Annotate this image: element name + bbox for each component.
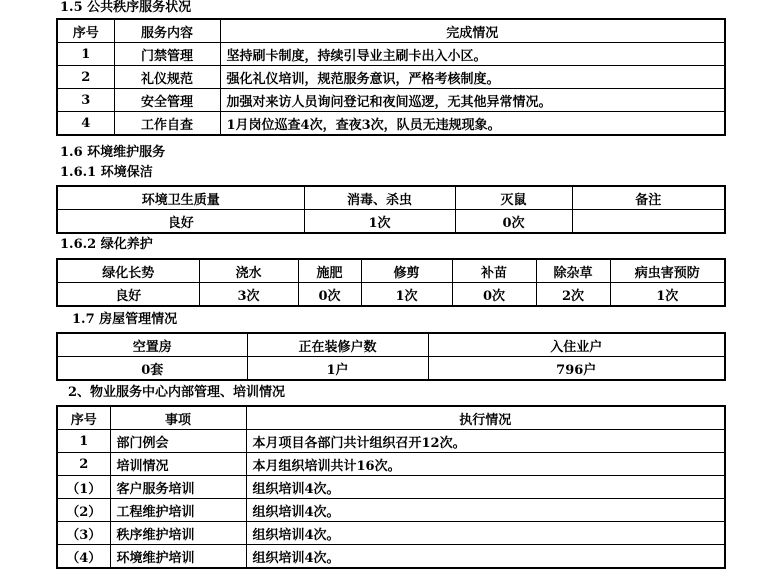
table-row <box>57 66 725 89</box>
header-cell: 执行情况 <box>246 406 725 430</box>
cell: 门禁管理 <box>114 43 220 66</box>
header-cell: 环境卫生质量 <box>57 186 304 210</box>
cell: 本月项目各部门共计组织召开12次。 <box>246 430 725 453</box>
public-order-table <box>56 18 726 136</box>
header-cell: 浇水 <box>199 259 298 283</box>
header-cell: 入住业户 <box>428 333 725 357</box>
cell: 组织培训4次。 <box>246 499 725 522</box>
table-header-row <box>57 259 725 283</box>
header-cell: 服务内容 <box>114 19 220 43</box>
table-row <box>57 43 725 66</box>
cell: 1户 <box>247 357 428 381</box>
header-cell: 序号 <box>57 406 110 430</box>
section-1-6-2-title: 1.6.2 绿化养护 <box>60 237 153 252</box>
header-cell: 完成情况 <box>220 19 725 43</box>
cell: 0次 <box>452 283 536 307</box>
cell: 礼仪规范 <box>114 66 220 89</box>
cell: 坚持刷卡制度，持续引导业主刷卡出入小区。 <box>220 43 725 66</box>
cell: （4） <box>57 545 110 569</box>
housing-table <box>56 332 726 381</box>
table-row <box>57 453 725 476</box>
internal-management-table <box>56 405 726 569</box>
header-cell: 消毒、杀虫 <box>304 186 455 210</box>
header-cell: 病虫害预防 <box>610 259 725 283</box>
cell: 0套 <box>57 357 247 381</box>
cell: （1） <box>57 476 110 499</box>
cleaning-table <box>56 185 726 234</box>
header-cell: 修剪 <box>361 259 452 283</box>
table-row <box>57 430 725 453</box>
table-row <box>57 499 725 522</box>
section-1-5-title: 1.5 公共秩序服务状况 <box>60 0 192 15</box>
cell: 1 <box>57 43 114 66</box>
cell: 0次 <box>455 210 572 234</box>
table-row <box>57 89 725 112</box>
cell: 强化礼仪培训，规范服务意识，严格考核制度。 <box>220 66 725 89</box>
cell: 本月组织培训共计16次。 <box>246 453 725 476</box>
cell: （3） <box>57 522 110 545</box>
cell: 安全管理 <box>114 89 220 112</box>
cell: 2 <box>57 66 114 89</box>
cell: 3次 <box>199 283 298 307</box>
header-cell: 施肥 <box>298 259 361 283</box>
cell: 培训情况 <box>110 453 246 476</box>
cell: 良好 <box>57 210 304 234</box>
table-header-row <box>57 333 725 357</box>
cell: 1次 <box>610 283 725 307</box>
cell: 组织培训4次。 <box>246 476 725 499</box>
cell: 2 <box>57 453 110 476</box>
cell: 3 <box>57 89 114 112</box>
cell: 1 <box>57 430 110 453</box>
table-row <box>57 545 725 569</box>
cell: 1月岗位巡查4次，查夜3次，队员无违规现象。 <box>220 112 725 136</box>
cell: 组织培训4次。 <box>246 545 725 569</box>
table-row <box>57 357 725 381</box>
table-row <box>57 112 725 136</box>
table-row <box>57 476 725 499</box>
header-cell: 空置房 <box>57 333 247 357</box>
cell: 部门例会 <box>110 430 246 453</box>
cell: 工作自查 <box>114 112 220 136</box>
header-cell: 正在装修户数 <box>247 333 428 357</box>
cell: 0次 <box>298 283 361 307</box>
cell: 796户 <box>428 357 725 381</box>
table-header-row <box>57 406 725 430</box>
header-cell: 除杂草 <box>536 259 610 283</box>
cell: 环境维护培训 <box>110 545 246 569</box>
cell: 良好 <box>57 283 199 307</box>
section-1-7-title: 1.7 房屋管理情况 <box>72 312 178 327</box>
cell: 组织培训4次。 <box>246 522 725 545</box>
cell: 工程维护培训 <box>110 499 246 522</box>
section-1-6-title: 1.6 环境维护服务 <box>60 145 166 160</box>
header-cell: 序号 <box>57 19 114 43</box>
cell: 加强对来访人员询问登记和夜间巡逻，无其他异常情况。 <box>220 89 725 112</box>
table-row <box>57 283 725 307</box>
cell: 客户服务培训 <box>110 476 246 499</box>
header-cell: 备注 <box>572 186 725 210</box>
table-header-row <box>57 186 725 210</box>
cell: 1次 <box>361 283 452 307</box>
cell: 4 <box>57 112 114 136</box>
section-2-title: 2、物业服务中心内部管理、培训情况 <box>68 385 286 400</box>
table-header-row <box>57 19 725 43</box>
section-1-6-1-title: 1.6.1 环境保洁 <box>60 165 153 180</box>
cell: 2次 <box>536 283 610 307</box>
header-cell: 事项 <box>110 406 246 430</box>
greening-table <box>56 258 726 307</box>
cell <box>572 210 725 234</box>
header-cell: 绿化长势 <box>57 259 199 283</box>
header-cell: 灭鼠 <box>455 186 572 210</box>
cell: 1次 <box>304 210 455 234</box>
cell: 秩序维护培训 <box>110 522 246 545</box>
cell: （2） <box>57 499 110 522</box>
table-row <box>57 210 725 234</box>
header-cell: 补苗 <box>452 259 536 283</box>
table-row <box>57 522 725 545</box>
